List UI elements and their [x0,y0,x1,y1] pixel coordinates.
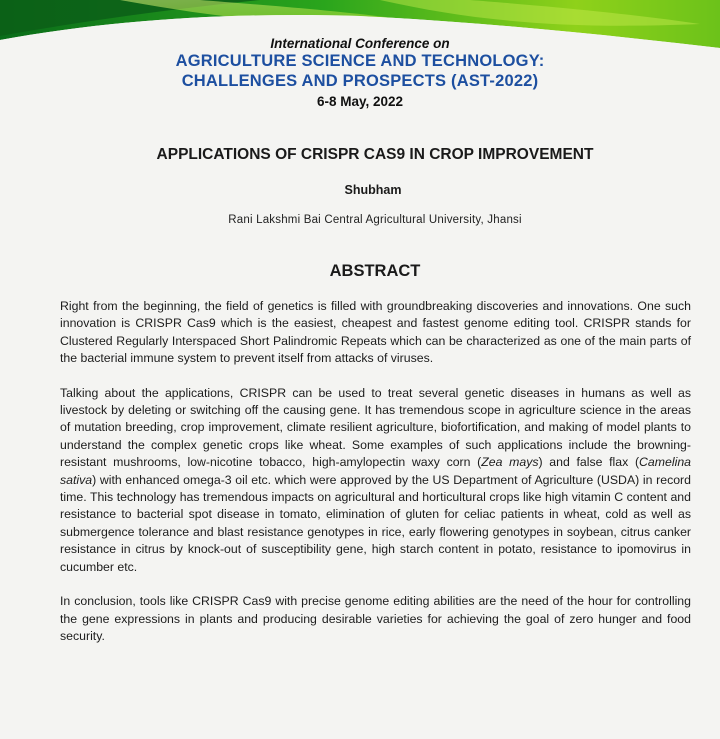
author-name: Shubham [344,183,402,197]
paragraph-2-text-a: Talking about the applications, CRISPR can be used to treat several genetic diseases in humans as well as livestock by deleting or switching off the causing gene. It has tremendous scope in agriculture science in the areas of mutation breeding, crop improvement, climate resilient agriculture, biofortification, and making of model plants to understand the complex genetic crops like wheat. Some examples of such applications include the browning-resistant mushrooms, low-nicotine tobacco, high-amylopectin waxy corn ( [60,385,691,470]
species-name-zea-mays: Zea mays [481,455,539,470]
conference-date: 6-8 May, 2022 [316,94,404,109]
abstract-paragraph-2 [60,385,691,576]
conference-label: International Conference on [270,36,450,51]
author-affiliation: Rani Lakshmi Bai Central Agricultural University, Jhansi [228,214,522,226]
paragraph-2-text-c: ) with enhanced omega-3 oil etc. which were approved by the US Department of Agriculture (USDA) in record time. This technology has tremendous impacts on agricultural and horticultural crops like high vitamin C content and resistance to bacterial spot disease in tomato, elimination of gluten for celiac patients in wheat, cold as well as submergence tolerance and blast resistance genotypes in rice, early flowering genotypes in soybean, citrus canker resistance in citrus by knock-out of susceptibility gene, high starch content in potato, resistance to ipomovirus in cucumber etc. [60,472,691,574]
conference-title-line1: AGRICULTURE SCIENCE AND TECHNOLOGY: [175,52,545,70]
conference-title-line2: CHALLENGES AND PROSPECTS (AST-2022) [181,72,539,90]
species-name-camelina-sativa: Camelina sativa [60,455,691,487]
abstract-body [60,298,691,662]
abstract-heading: ABSTRACT [329,262,421,280]
abstract-paragraph-1: Right from the beginning, the field of genetics is filled with groundbreaking discoveries and innovations. One such innovation is CRISPR Cas9 which is the easiest, cheapest and fastest genome editing tool. CRISPR stands for Clustered Regularly Interspaced Short Palindromic Repeats which can be characterized as one of the main parts of the bacterial immune system to prevent itself from attacks of viruses. [60,299,691,366]
paragraph-2-text-b: ) and false flax ( [538,455,640,470]
abstract-paragraph-3: In conclusion, tools like CRISPR Cas9 with precise genome editing abilities are the need of the hour for controlling the gene expressions in plants and producing desirable varieties for achieving the goal of zero hunger and food security. [60,594,691,643]
conference-title [0,51,720,91]
paper-title: APPLICATIONS OF CRISPR CAS9 IN CROP IMPROVEMENT [156,146,594,163]
